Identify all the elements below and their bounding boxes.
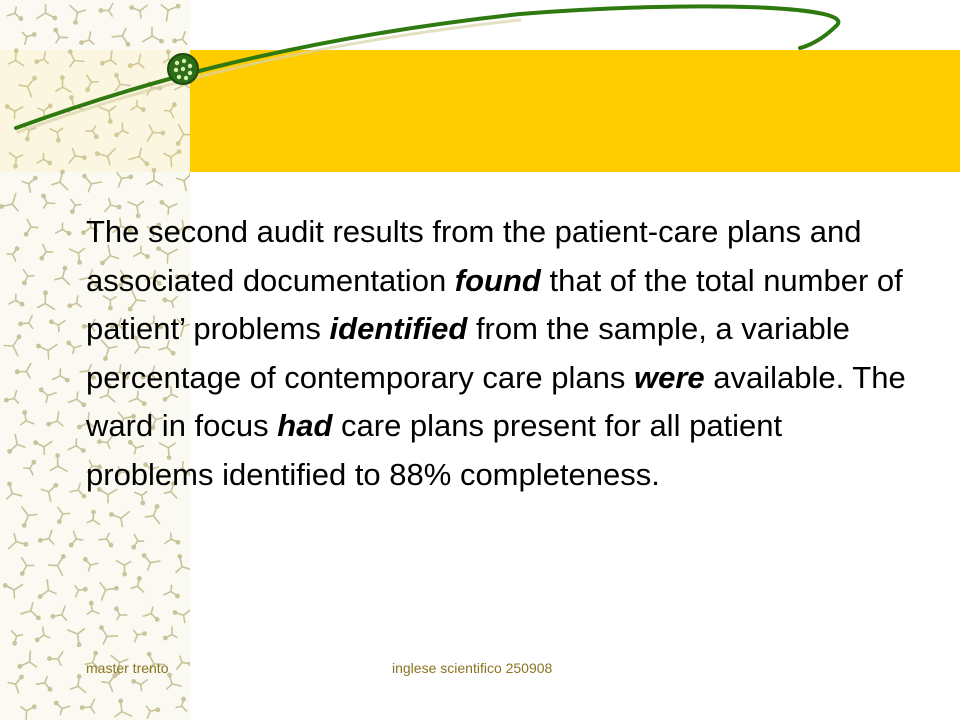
footer-center-text: inglese scientifico 250908 bbox=[392, 660, 553, 676]
footer-left-text: master trento bbox=[86, 660, 169, 676]
body-text-5: care plans present for all patient problems identified to 88% completeness. bbox=[86, 408, 783, 492]
green-swoosh bbox=[16, 6, 838, 128]
body-text-1: The second audit results from the patient-care plans and associated documentation bbox=[86, 214, 862, 298]
swoosh-shadow bbox=[18, 20, 520, 132]
emphasis-identified: identified bbox=[329, 311, 468, 346]
emphasis-had: had bbox=[277, 408, 333, 443]
body-paragraph bbox=[86, 208, 906, 499]
body-text-4: available. The ward in focus bbox=[86, 359, 906, 443]
green-dotted-circle-icon bbox=[168, 54, 198, 84]
emphasis-found: found bbox=[454, 262, 541, 298]
body-text-2: that of the total number of patient’ problems bbox=[86, 262, 903, 346]
emphasis-were: were bbox=[633, 359, 705, 395]
body-text-3: from the sample, a variable percentage of contemporary care plans bbox=[86, 311, 850, 395]
